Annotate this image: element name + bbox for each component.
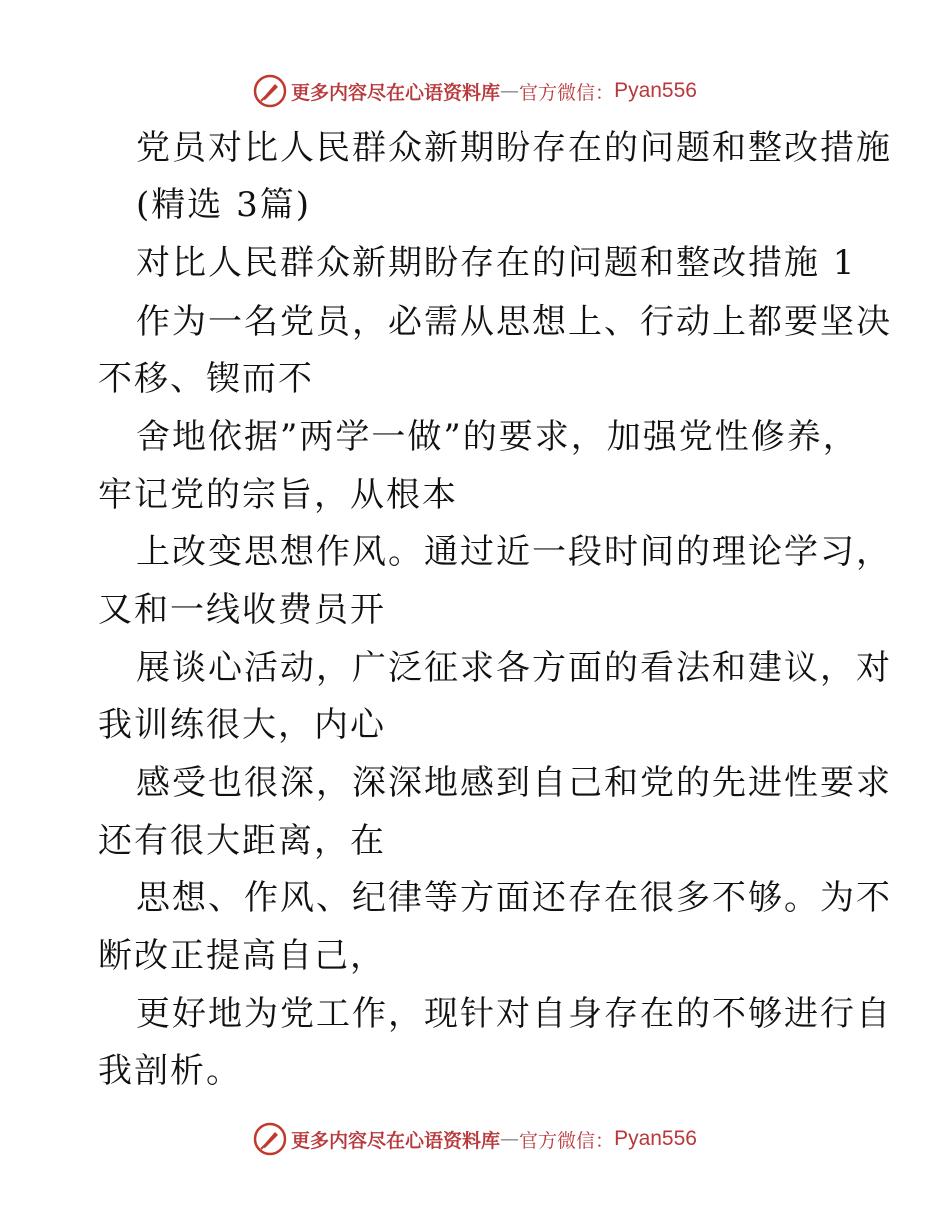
paragraph-line: 不移、锲而不	[98, 359, 314, 399]
watermark-wechat-label: 官方微信：	[519, 81, 615, 104]
watermark-separator: —	[500, 1128, 520, 1150]
paragraph-line: 感受也很深，深深地感到自己和党的先进性要求	[136, 763, 892, 803]
watermark-wechat-label: 官方微信：	[519, 1129, 615, 1152]
document-title-line-2: (精选 3篇)	[136, 185, 311, 225]
paragraph-line: 断改正提高自己，	[98, 936, 386, 976]
paragraph-line: 作为一名党员，必需从思想上、行动上都要坚决	[136, 302, 892, 342]
paragraph-line: 更好地为党工作，现针对自身存在的不够进行自	[136, 994, 892, 1034]
watermark-separator: —	[500, 80, 520, 102]
paragraph-line: 展谈心活动，广泛征求各方面的看法和建议，对	[136, 648, 892, 688]
watermark-brand: 更多内容尽在心语资料库	[291, 1129, 501, 1152]
footer-watermark	[0, 1119, 950, 1159]
quill-logo-icon	[253, 74, 287, 108]
paragraph-line: 又和一线收费员开	[98, 590, 386, 630]
paragraph-line: 还有很大距离，在	[98, 821, 386, 861]
quill-logo-icon	[253, 1122, 287, 1156]
watermark-brand: 更多内容尽在心语资料库	[291, 81, 501, 104]
paragraph-line: 上改变思想作风。通过近一段时间的理论学习，	[136, 532, 892, 572]
paragraph-line: 我训练很大，内心	[98, 705, 386, 745]
paragraph-line: 舍地依据”两学一做”的要求，加强党性修养，	[136, 417, 859, 457]
watermark-wechat-id: Pyan556	[614, 79, 697, 102]
paragraph-line: 牢记党的宗旨，从根本	[98, 475, 458, 515]
watermark-wechat-id: Pyan556	[614, 1127, 697, 1150]
paragraph-line: 思想、作风、纪律等方面还存在很多不够。为不	[136, 878, 892, 918]
document-title-line-1: 党员对比人民群众新期盼存在的问题和整改措施	[136, 128, 892, 168]
section-heading: 对比人民群众新期盼存在的问题和整改措施 1	[136, 243, 857, 283]
paragraph-line: 我剖析。	[98, 1051, 242, 1091]
header-watermark	[0, 71, 950, 111]
